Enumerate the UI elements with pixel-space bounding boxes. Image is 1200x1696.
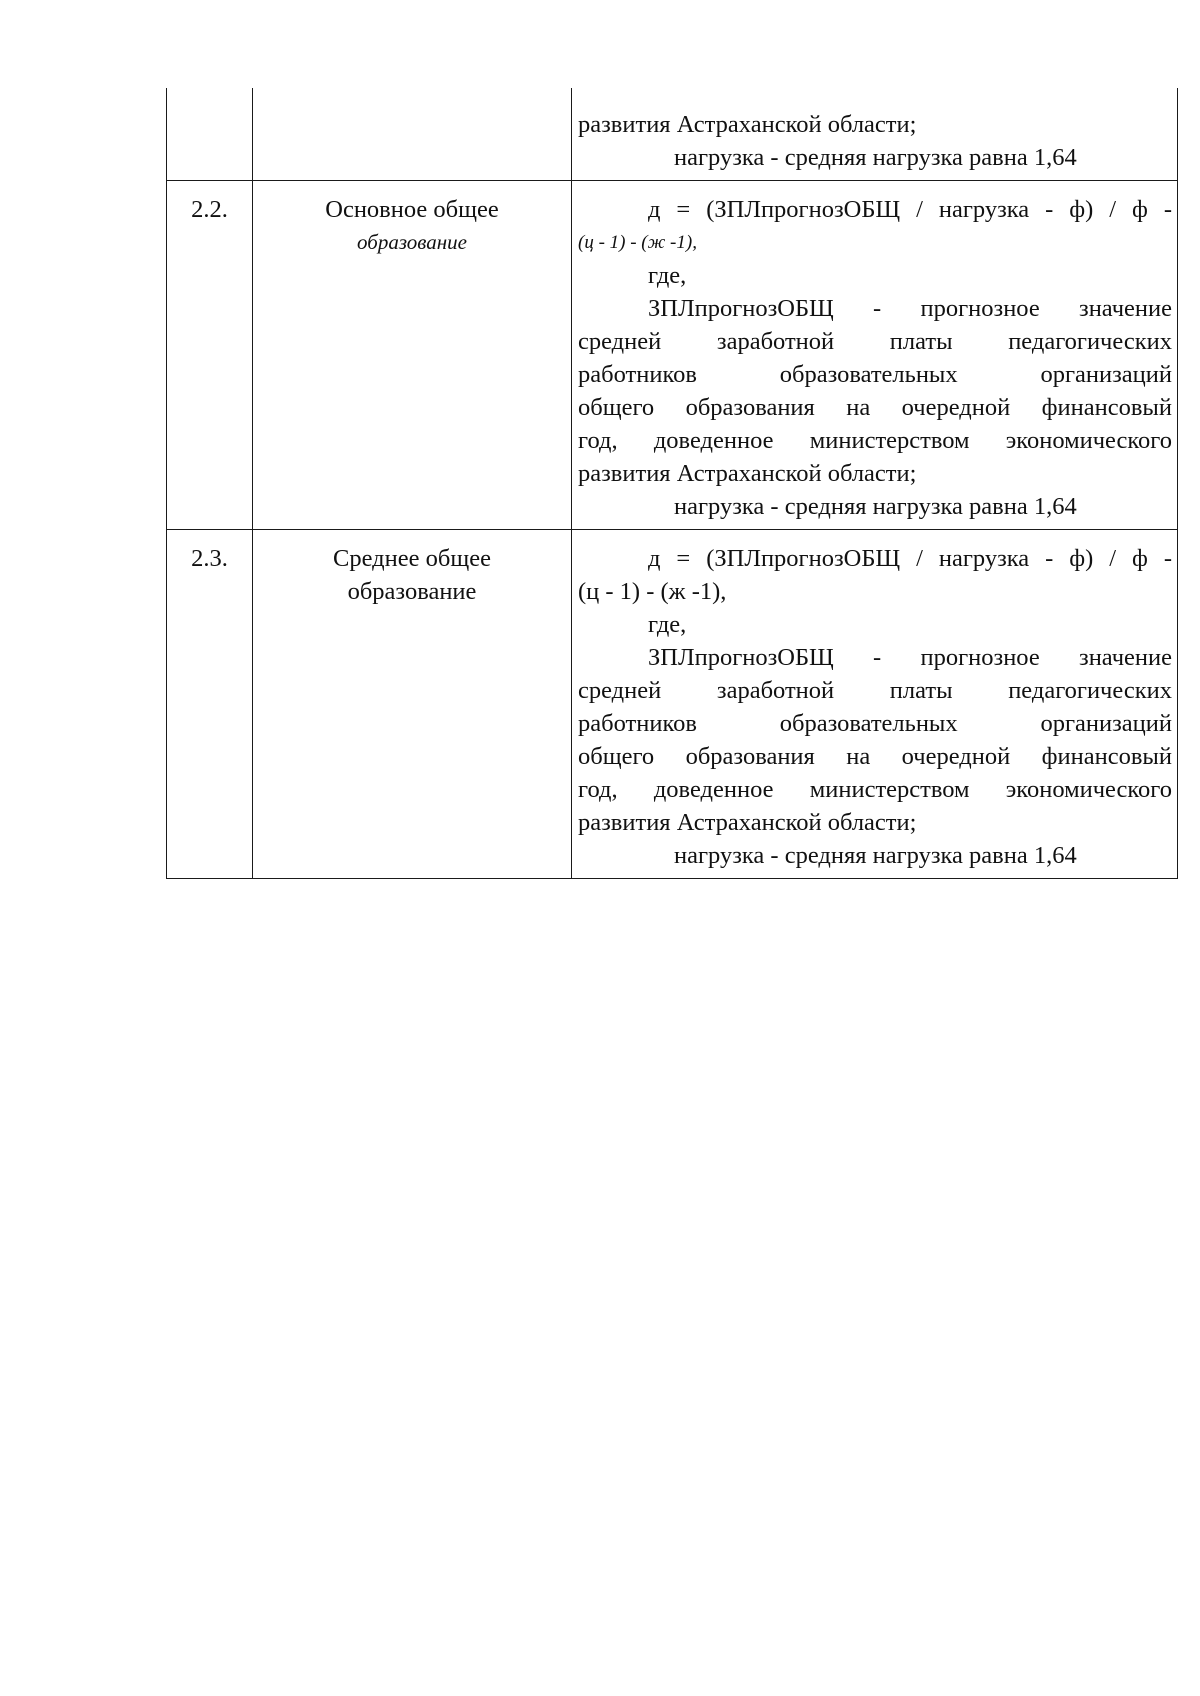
level-name-cell [253, 181, 572, 530]
description-line: средней заработной платы педагогических [578, 328, 1172, 355]
description-line: общего образования на очередной финансовый [578, 394, 1172, 421]
formula-cell [572, 530, 1178, 879]
table-row [167, 181, 1178, 530]
row-number: 2.3. [167, 530, 253, 879]
level-name-line: Среднее общее [333, 545, 491, 572]
load-line: нагрузка - средняя нагрузка равна 1,64 [674, 842, 1077, 869]
formula-cell [572, 88, 1178, 181]
description-line: работников образовательных организаций [578, 361, 1172, 388]
description-line: работников образовательных организаций [578, 710, 1172, 737]
formula-line: д = (ЗПЛпрогнозОБЩ / нагрузка - ф) / ф - [648, 196, 1172, 223]
load-line: нагрузка - средняя нагрузка равна 1,64 [674, 144, 1077, 171]
formula-table [166, 88, 1178, 879]
description-line: развития Астраханской области; [578, 460, 917, 487]
description-line: ЗПЛпрогнозОБЩ - прогнозное значение [648, 644, 1172, 671]
description-line: средней заработной платы педагогических [578, 677, 1172, 704]
row-number: 2.2. [167, 181, 253, 530]
formula-line: д = (ЗПЛпрогнозОБЩ / нагрузка - ф) / ф - [648, 545, 1172, 572]
description-line: год, доведенное министерством экономического [578, 427, 1172, 454]
where-label: где, [648, 262, 687, 289]
level-name-line: образование [357, 230, 467, 254]
table-row-continuation [167, 88, 1178, 181]
level-name-line: Основное общее [325, 196, 499, 223]
where-label: где, [648, 611, 687, 638]
description-line: год, доведенное министерством экономического [578, 776, 1172, 803]
description-line: развития Астраханской области; [578, 809, 917, 836]
table-row [167, 530, 1178, 879]
formula-line: (ц - 1) - (ж -1), [578, 232, 697, 253]
level-name-line: образование [347, 578, 477, 605]
description-line: общего образования на очередной финансовый [578, 743, 1172, 770]
formula-line: (ц - 1) - (ж -1), [578, 578, 727, 605]
load-line: нагрузка - средняя нагрузка равна 1,64 [674, 493, 1077, 520]
description-line: развития Астраханской области; [578, 111, 917, 138]
level-name-cell [253, 530, 572, 879]
description-line: ЗПЛпрогнозОБЩ - прогнозное значение [648, 295, 1172, 322]
formula-cell [572, 181, 1178, 530]
level-name-cell [253, 88, 572, 181]
row-number-cell [167, 88, 253, 181]
